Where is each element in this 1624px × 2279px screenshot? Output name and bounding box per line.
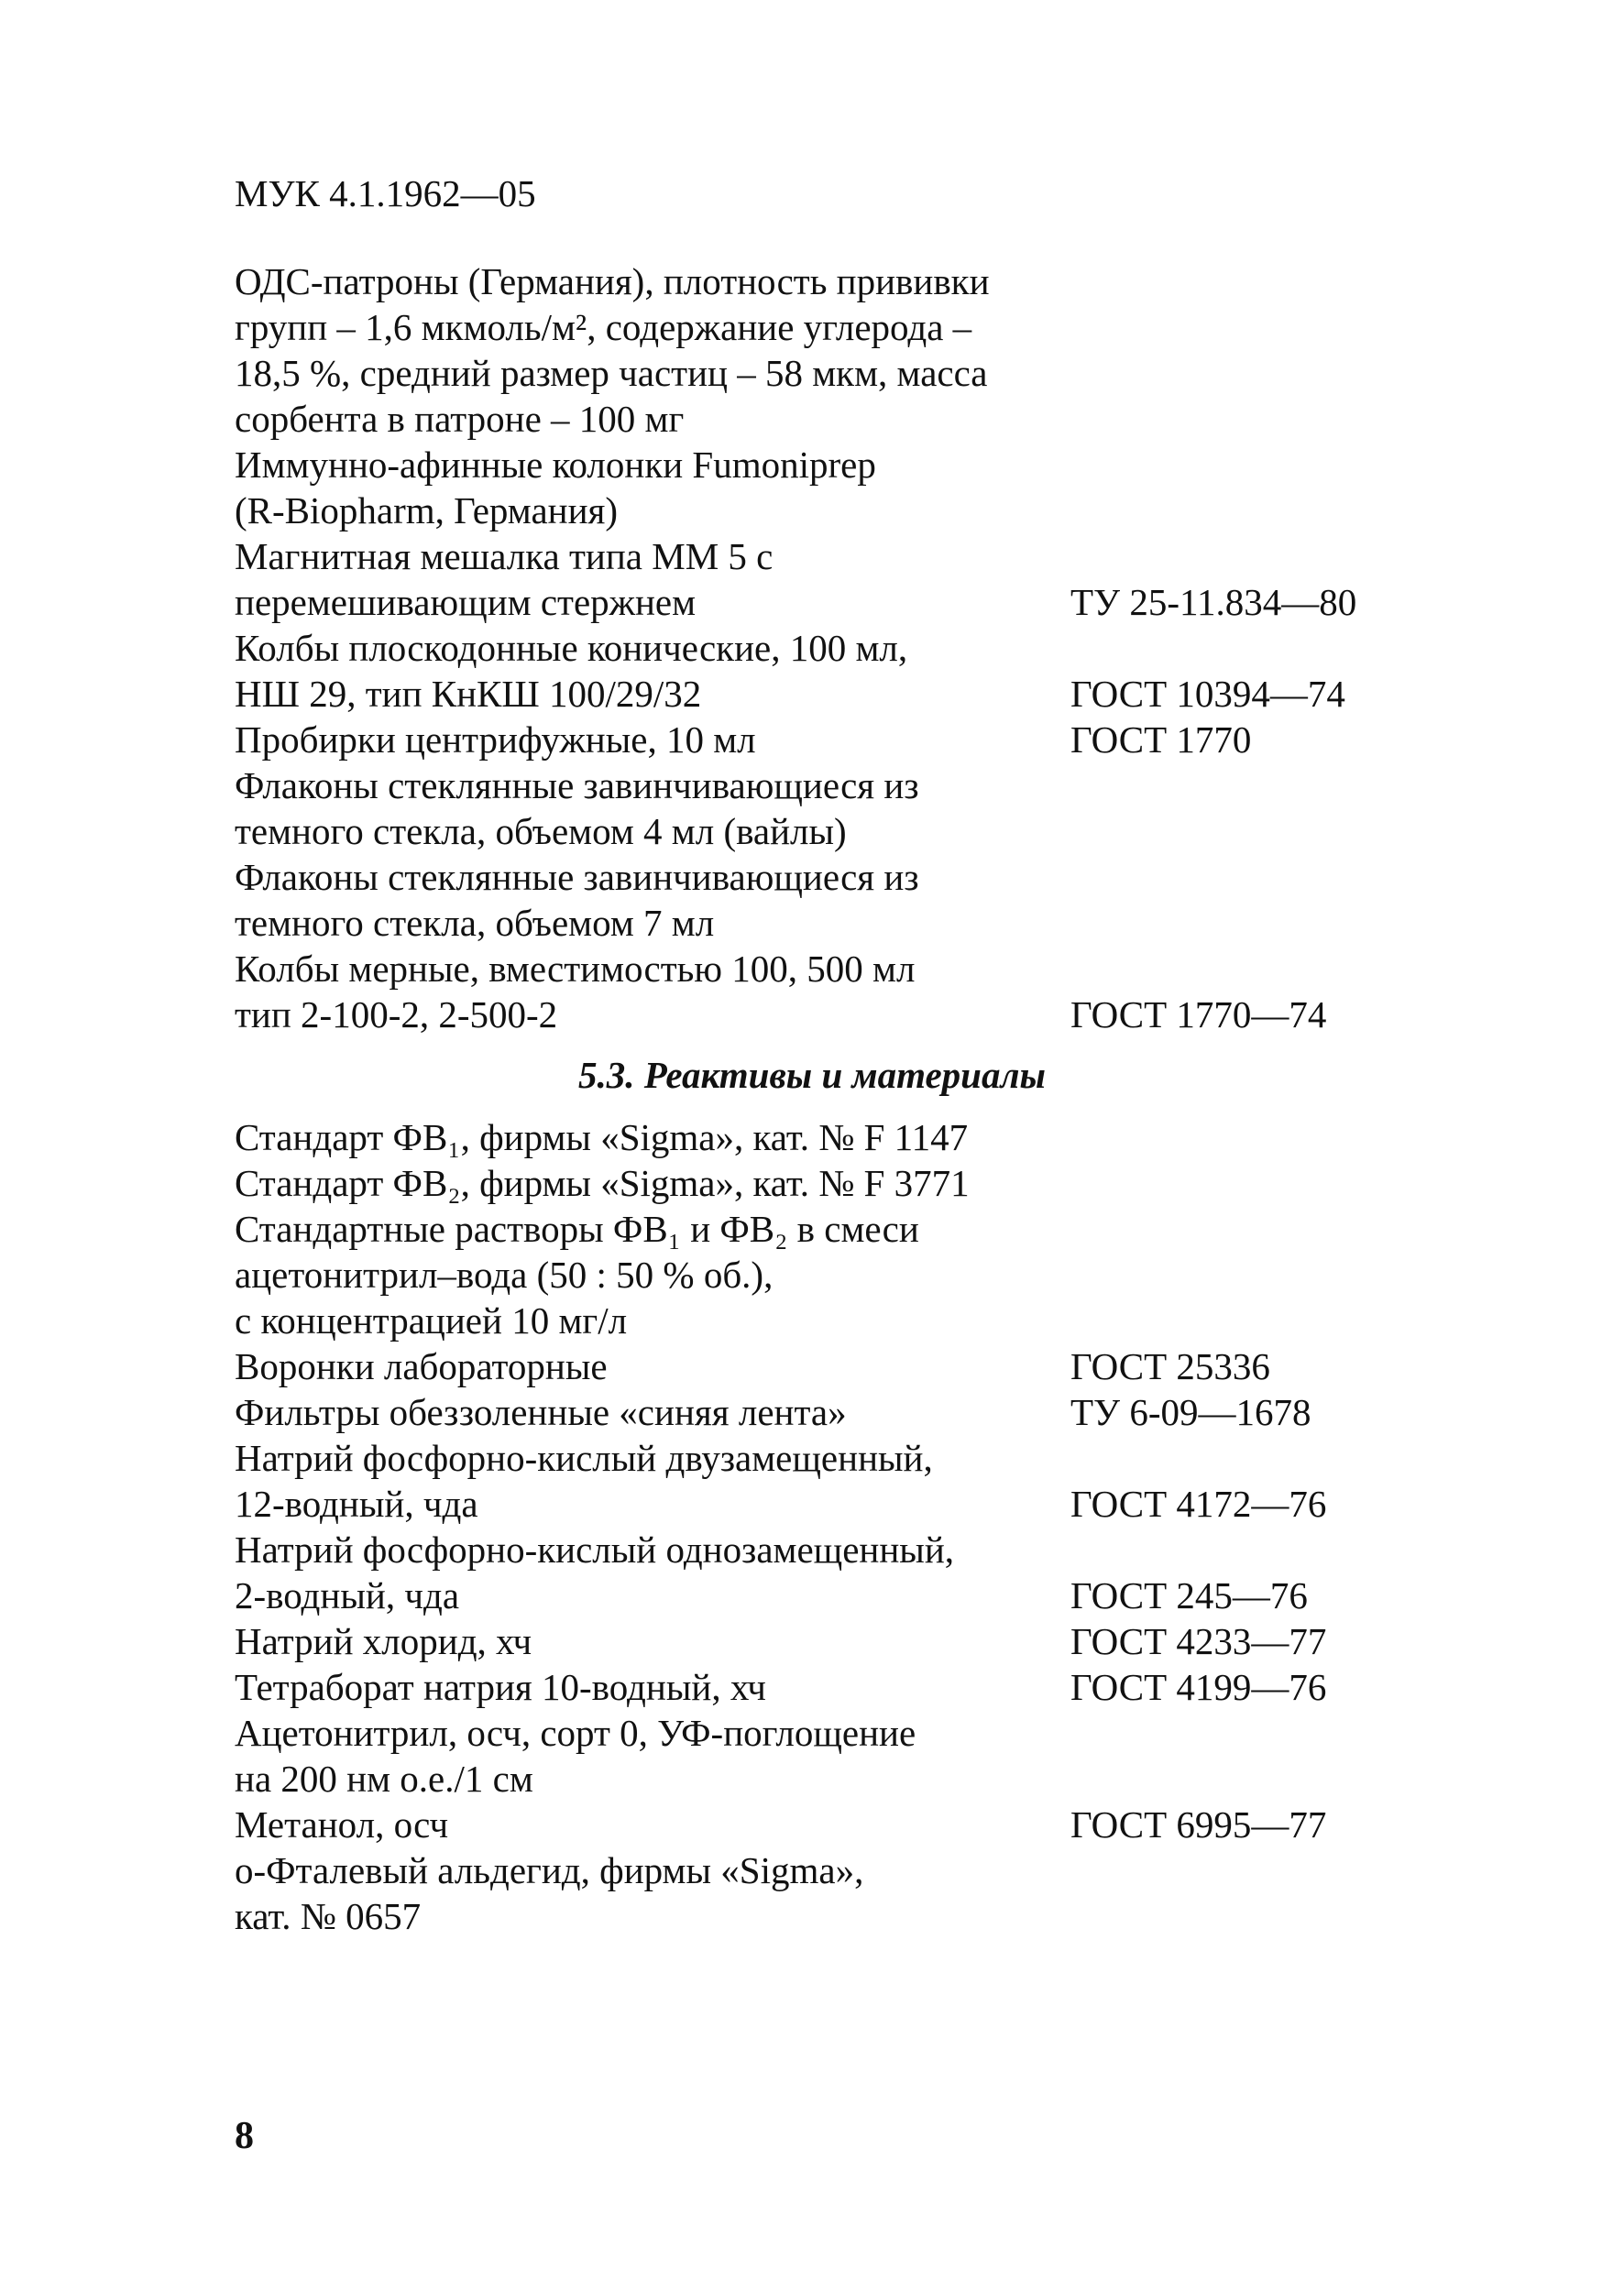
item-text: перемешивающим стержнем [235,581,697,623]
item-text: кат. № 0657 [235,1895,422,1937]
item-text: Флаконы стеклянные завинчивающиеся из [235,856,919,898]
list-item [235,1298,1472,1343]
list-item [235,992,1472,1037]
item-text: Тетраборат натрия 10-водный, хч [235,1666,766,1708]
list-item [235,1802,1472,1847]
list-item [235,1389,1472,1435]
list-item [235,396,1472,442]
list-item [235,1756,1472,1802]
item-text: Колбы плоскодонные конические, 100 мл, [235,627,908,669]
item-text: Ацетонитрил, осч, сорт 0, УФ-поглощение [235,1712,916,1754]
item-text: сорбента в патроне – 100 мг [235,398,685,440]
item-text: о-Фталевый альдегид, фирмы «Sigma», [235,1849,864,1891]
list-item [235,1847,1472,1893]
item-text: ацетонитрил–вода (50 : 50 % об.), [235,1254,774,1296]
item-standard: ГОСТ 4199—76 [1070,1666,1327,1708]
list-item [235,1252,1472,1298]
list-item [235,808,1472,854]
list-item [235,946,1472,992]
item-text: Фильтры обеззоленные «синяя лента» [235,1391,847,1433]
item-text: Магнитная мешалка типа ММ 5 с [235,535,774,577]
list-item [235,1710,1472,1756]
item-text: с концентрацией 10 мг/л [235,1299,628,1342]
list-item [235,900,1472,946]
list-item [235,717,1472,762]
item-standard: ГОСТ 1770 [1070,718,1252,761]
item-text: (R-Biopharm, Германия) [235,489,619,531]
item-text: Флаконы стеклянные завинчивающиеся из [235,764,919,806]
list-item [235,1114,1472,1160]
section-title: 5.3. Реактивы и материалы [578,1054,1046,1096]
item-text: групп – 1,6 мкмоль/м², содержание углерода – [235,306,972,348]
list-item [235,1618,1472,1664]
item-standard: ГОСТ 25336 [1070,1345,1270,1387]
item-text: 12-водный, чда [235,1483,478,1525]
list-item [235,1343,1472,1389]
list-item [235,1160,1472,1206]
list-item [235,1572,1472,1618]
list-item [235,671,1472,717]
list-item [235,442,1472,488]
list-item [235,1664,1472,1710]
item-text: Стандарт ФВ₁, фирмы «Sigma», кат. № F 1147 [235,1116,969,1158]
item-text: ОДС-патроны (Германия), плотность прививки [235,260,990,302]
item-text: темного стекла, объемом 7 мл [235,902,715,944]
list-item [235,258,1472,304]
item-text: 2-водный, чда [235,1574,460,1616]
list-item [235,304,1472,350]
item-text: Иммунно-афинные колонки Fumoniprep [235,444,876,486]
item-text: Воронки лабораторные [235,1345,608,1387]
list-item [235,854,1472,900]
item-text: Стандарт ФВ₂, фирмы «Sigma», кат. № F 3771 [235,1162,970,1204]
list-item [235,1527,1472,1572]
page-number: 8 [235,2115,254,2157]
list-item [235,1893,1472,1939]
list-item [235,488,1472,533]
item-text: темного стекла, объемом 4 мл (вайлы) [235,810,847,852]
item-standard: ГОСТ 10394—74 [1070,673,1345,715]
item-text: Натрий хлорид, хч [235,1620,532,1662]
item-text: Стандартные растворы ФВ₁ и ФВ₂ в смеси [235,1208,919,1250]
item-text: тип 2-100-2, 2-500-2 [235,993,558,1035]
equipment-list [235,258,1472,1037]
item-standard: ГОСТ 245—76 [1070,1574,1308,1616]
document-code: МУК 4.1.1962—05 [235,172,536,214]
reagents-list [235,1114,1472,1939]
item-text: 18,5 %, средний размер частиц – 58 мкм, масса [235,352,988,394]
list-item [235,350,1472,396]
item-text: НШ 29, тип КнКШ 100/29/32 [235,673,702,715]
item-standard: ГОСТ 6995—77 [1070,1803,1327,1846]
list-item [235,533,1472,579]
item-text: на 200 нм о.е./1 см [235,1758,533,1800]
list-item [235,762,1472,808]
item-text: Натрий фосфорно-кислый однозамещенный, [235,1528,955,1571]
item-standard: ГОСТ 4233—77 [1070,1620,1327,1662]
item-standard: ГОСТ 4172—76 [1070,1483,1327,1525]
item-standard: ТУ 6-09—1678 [1070,1391,1311,1433]
item-standard: ТУ 25-11.834—80 [1070,581,1357,623]
list-item [235,625,1472,671]
list-item [235,1206,1472,1252]
list-item [235,1481,1472,1527]
item-standard: ГОСТ 1770—74 [1070,993,1327,1035]
item-text: Метанол, осч [235,1803,449,1846]
list-item [235,579,1472,625]
item-text: Натрий фосфорно-кислый двузамещенный, [235,1437,933,1479]
item-text: Колбы мерные, вместимостью 100, 500 мл [235,948,916,990]
item-text: Пробирки центрифужные, 10 мл [235,718,756,761]
list-item [235,1435,1472,1481]
